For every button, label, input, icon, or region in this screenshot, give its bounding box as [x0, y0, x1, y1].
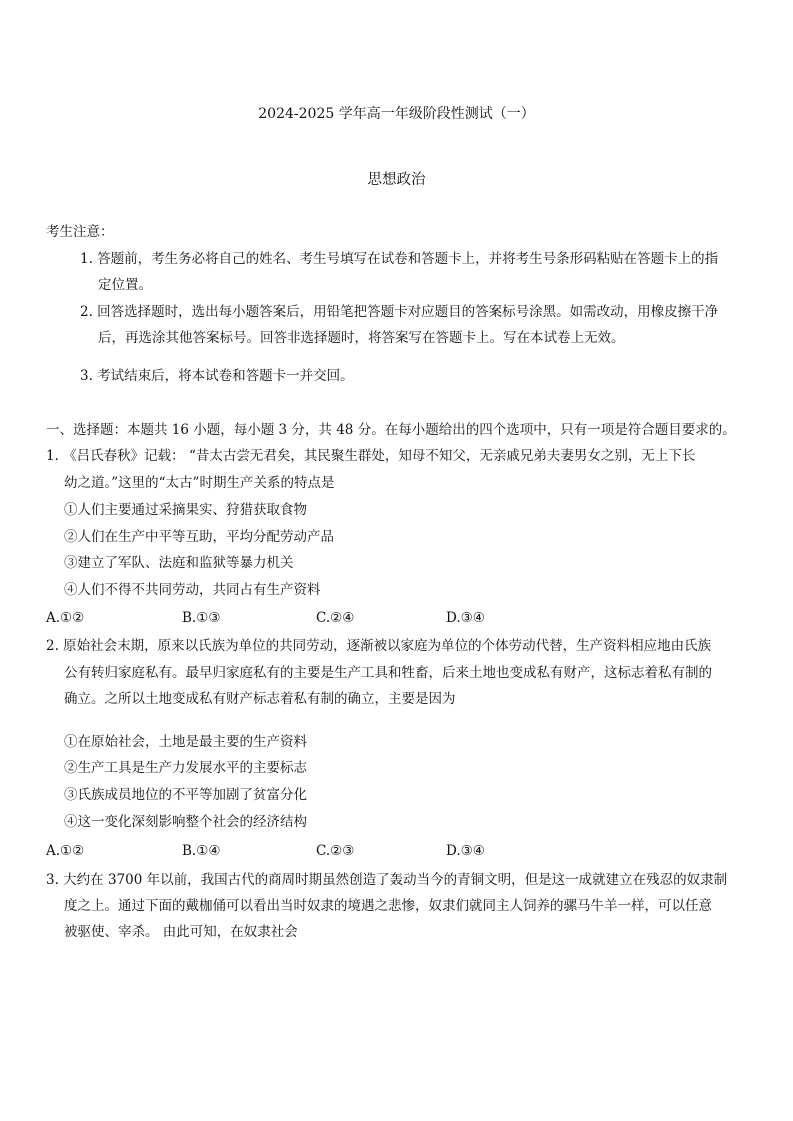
question-1-item-3: ③建立了军队、法庭和监狱等暴力机关	[64, 555, 294, 571]
notice-heading: 考生注意：	[46, 224, 114, 240]
question-1-option-d: D.③④	[446, 610, 485, 626]
notice-item-3: 3. 考试结束后，将本试卷和答题卡一并交回。	[80, 368, 354, 384]
question-2-item-4: ④这一变化深刻影响整个社会的经济结构	[64, 814, 307, 830]
question-2-item-1: ①在原始社会，土地是最主要的生产资料	[64, 734, 307, 750]
question-2-option-a: A.①②	[46, 843, 85, 859]
exam-subject: 思想政治	[367, 172, 426, 188]
question-3-stem-line-2: 度之上。通过下面的戴枷俑可以看出当时奴隶的境遇之悲惨，奴隶们就同主人饲养的骡马牛羊一样，可以任意	[64, 898, 712, 914]
question-1-option-b: B.①③	[182, 610, 221, 626]
section-heading: 一、选择题：本题共 16 小题，每小题 3 分，共 48 分。在每小题给出的四个选项中，只有一项是符合题目要求的。	[46, 422, 736, 438]
question-1-option-c: C.②④	[316, 610, 355, 626]
question-1-item-1: ①人们主要通过采摘果实、狩猎获取食物	[64, 502, 307, 518]
question-2-option-c: C.②③	[316, 843, 355, 859]
question-2-stem-line-1: 2. 原始社会末期，原来以氏族为单位的共同劳动，逐渐被以家庭为单位的个体劳动代替，生产资料相应地由氏族	[46, 638, 712, 654]
question-2-option-d: D.③④	[446, 843, 485, 859]
question-2-option-b: B.①④	[182, 843, 221, 859]
question-2-stem-line-3: 确立。之所以土地变成私有财产标志着私有制的确立，主要是因为	[64, 691, 456, 707]
question-2-item-2: ②生产工具是生产力发展水平的主要标志	[64, 760, 307, 776]
question-3-stem-line-3: 被驱使、宰杀。 由此可知，在奴隶社会	[64, 924, 298, 940]
notice-item-2-line-1: 2. 回答选择题时，选出每小题答案后，用铅笔把答题卡对应题目的答案标号涂黑。如需改动，用橡皮擦干净	[80, 304, 719, 320]
notice-item-1-line-1: 1. 答题前，考生务必将自己的姓名、考生号填写在试卷和答题卡上，并将考生号条形码粘贴在答题卡上的指	[80, 251, 719, 267]
notice-item-1-line-2: 定位置。	[98, 277, 152, 293]
question-1-option-a: A.①②	[46, 610, 85, 626]
question-2-item-3: ③氏族成员地位的不平等加剧了贫富分化	[64, 787, 307, 803]
question-3-stem-line-1: 3. 大约在 3700 年以前，我国古代的商周时期虽然创造了轰动当今的青铜文明，但是这一成就建立在残忍的奴隶制	[46, 872, 728, 888]
notice-item-2-line-2: 后，再选涂其他答案标号。回答非选择题时，将答案写在答题卡上。写在本试卷上无效。	[98, 330, 625, 346]
exam-title: 2024-2025 学年高一年级阶段性测试（一）	[258, 106, 535, 122]
question-1-item-4: ④人们不得不共同劳动，共同占有生产资料	[64, 582, 321, 598]
question-1-stem-line-2: 幼之道。”这里的“太古”时期生产关系的特点是	[64, 475, 335, 491]
question-2-stem-line-2: 公有转归家庭私有。最早归家庭私有的主要是生产工具和牲畜，后来土地也变成私有财产，这标志着私有制的	[64, 665, 712, 681]
question-1-item-2: ②人们在生产中平等互助，平均分配劳动产品	[64, 529, 334, 545]
question-1-stem-line-1: 1. 《吕氏春秋》记载： “昔太古尝无君矣，其民聚生群处，知母不知父，无亲戚兄弟夫妻男女之别，无上下长	[46, 448, 696, 464]
